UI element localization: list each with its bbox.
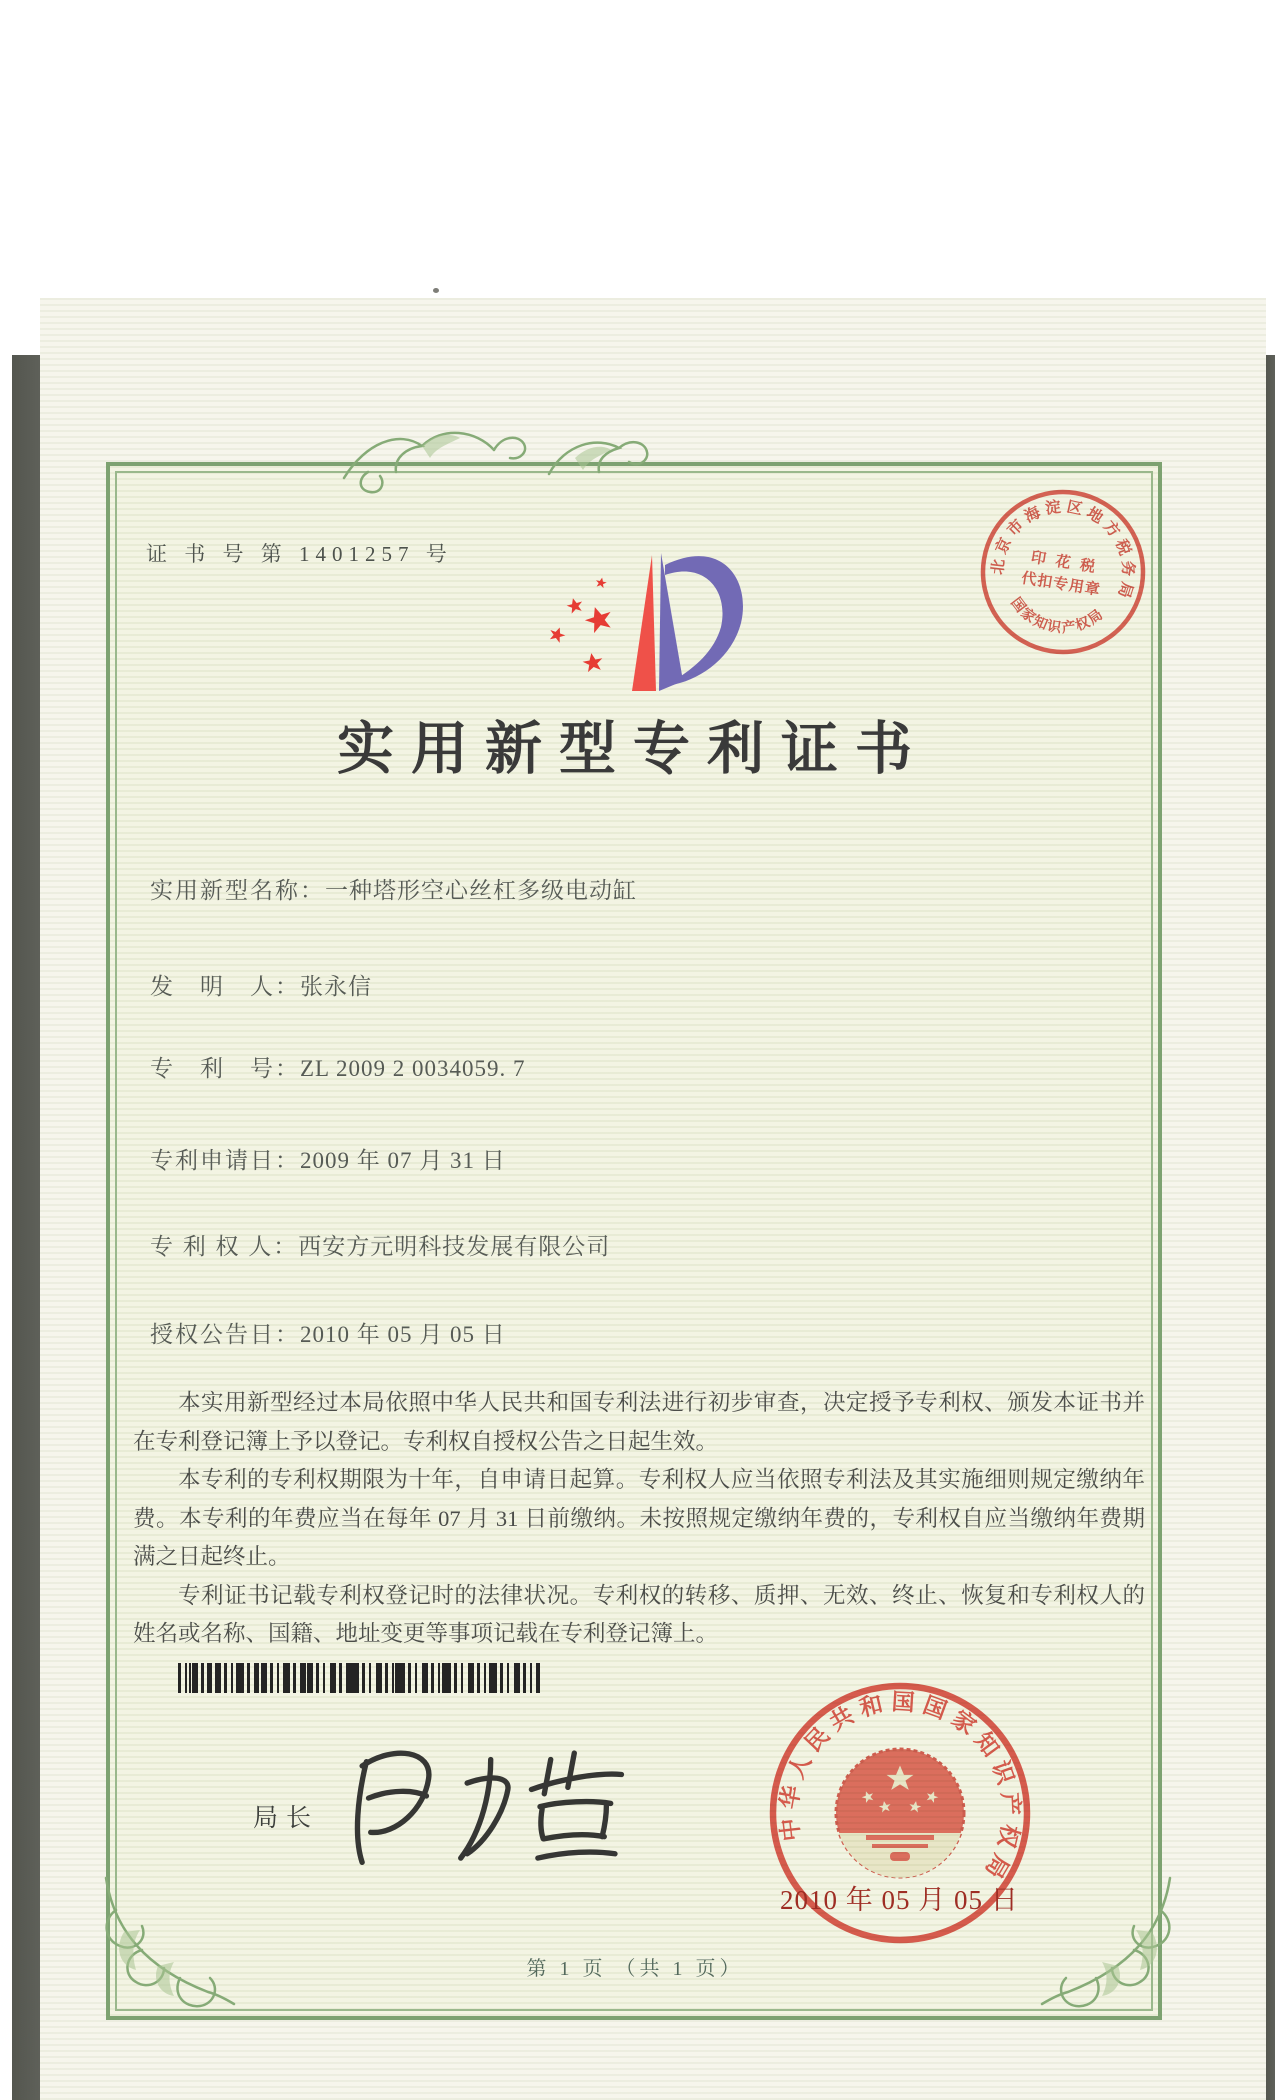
field-label: 发 明 人： bbox=[150, 974, 300, 999]
legal-paragraph: 本实用新型经过本局依照中华人民共和国专利法进行初步审查，决定授予专利权、颁发本证书并在专利登记簿上予以登记。专利权自授权公告之日起生效。 bbox=[133, 1390, 1145, 1454]
field-label: 实用新型名称： bbox=[150, 878, 325, 903]
seal-date: 2010 年 05 月 05 日 bbox=[780, 1885, 1019, 1915]
certificate-title: 实用新型专利证书 bbox=[337, 718, 929, 781]
legal-paragraph: 专利证书记载专利权登记时的法律状况。专利权的转移、质押、无效、终止、恢复和专利权人的姓名或名称、国籍、地址变更等事项记载在专利登记簿上。 bbox=[133, 1582, 1145, 1646]
tax-stamp-line2: 代扣专用章 bbox=[1020, 570, 1102, 600]
border-ornament-bottom-left-icon bbox=[84, 1872, 244, 2027]
field-value: ZL 2009 2 0034059. 7 bbox=[300, 1056, 526, 1081]
tax-stamp-arc-top: 北京市海淀区地方税务局 bbox=[989, 498, 1137, 605]
field-value: 西安方元明科技发展有限公司 bbox=[298, 1234, 611, 1259]
scanner-edge-left bbox=[12, 355, 42, 2100]
cnipa-official-seal bbox=[750, 1663, 1050, 1963]
national-emblem-icon bbox=[836, 1749, 964, 1878]
scan-speck bbox=[433, 288, 439, 293]
legal-paragraph: 本专利的专利权期限为十年，自申请日起算。专利权人应当依照专利法及其实施细则规定缴纳年费。本专利的年费应当在每年 07 月 31 日前缴纳。未按照规定缴纳年费的，专利权自应当缴纳年费期满之日起终止。 bbox=[133, 1467, 1145, 1569]
field-row-inventor bbox=[150, 968, 1090, 1001]
field-label: 专 利 权 人： bbox=[150, 1234, 299, 1259]
border-ornament-bottom-right-icon bbox=[1032, 1872, 1192, 2027]
scanner-edge-right bbox=[1266, 355, 1275, 2100]
field-value: 2010 年 05 月 05 日 bbox=[300, 1322, 506, 1347]
director-signature bbox=[330, 1742, 630, 1882]
official-seal-arc-text: 中华人民共和国国家知识产权局 bbox=[776, 1689, 1024, 1889]
tax-stamp-line1: 印 花 税 bbox=[1029, 549, 1100, 577]
svg-text:国家知识产权局 bbox=[1004, 592, 1109, 643]
tax-stamp-arc-bottom: 国家知识产权局 bbox=[1007, 595, 1108, 637]
field-row-filing-date bbox=[150, 1142, 1090, 1175]
barcode bbox=[178, 1663, 540, 1693]
field-row-patentee bbox=[150, 1228, 1090, 1261]
border-ornament-top-left-icon bbox=[338, 420, 533, 498]
field-value: 一种塔形空心丝杠多级电动缸 bbox=[325, 878, 637, 903]
field-value: 2009 年 07 月 31 日 bbox=[300, 1148, 506, 1173]
field-row-grant-date bbox=[150, 1316, 1090, 1349]
director-title-label: 局长 bbox=[253, 1805, 320, 1832]
field-row-patent-number bbox=[150, 1050, 1090, 1083]
legal-text-block bbox=[133, 1384, 1145, 1654]
cnipa-logo-icon bbox=[537, 533, 762, 703]
border-ornament-top-right-icon bbox=[545, 428, 650, 500]
field-label: 专利申请日： bbox=[150, 1148, 300, 1173]
tax-stamp-seal bbox=[954, 463, 1171, 680]
field-row-utility-model-name bbox=[150, 872, 1090, 905]
page-indicator: 第 1 页 （共 1 页） bbox=[526, 1958, 744, 1980]
field-value: 张永信 bbox=[300, 974, 372, 999]
field-label: 专 利 号： bbox=[150, 1056, 300, 1081]
field-label: 授权公告日： bbox=[150, 1322, 300, 1347]
certificate-number: 证 书 号 第 1401257 号 bbox=[146, 542, 453, 566]
